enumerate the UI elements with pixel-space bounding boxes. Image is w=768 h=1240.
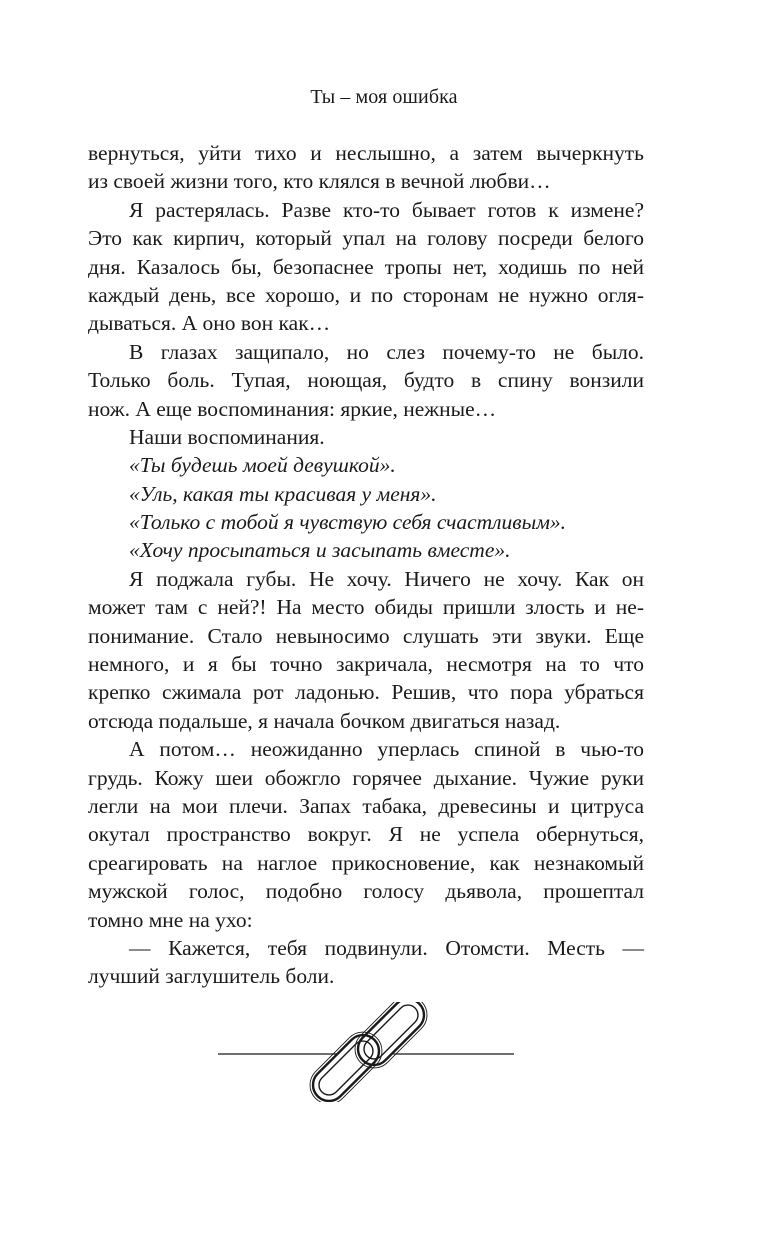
text-line: Только боль. Тупая, ноющая, будто в спину вонзили xyxy=(88,368,644,393)
text-line: немного, и я бы точно закричала, несмотря на то что xyxy=(88,652,644,677)
text-line: В глазах защипало, но слез почему-то не было. xyxy=(129,339,644,364)
text-line: лучший заглушитель боли. xyxy=(88,964,335,989)
text-line: Наши воспоминания. xyxy=(129,424,325,449)
text-line: вернуться, уйти тихо и неслышно, а затем вычеркнуть xyxy=(88,141,644,165)
text-line: Я поджала губы. Не хочу. Ничего не хочу. Как он xyxy=(129,566,644,591)
text-line: крепко сжимала рот ладонью. Решив, что пора убраться xyxy=(88,680,644,705)
text-line: Я растерялась. Разве кто-то бывает готов к измене? xyxy=(129,197,644,222)
text-line: из своей жизни того, кто клялся в вечной любви… xyxy=(88,169,551,194)
text-line: грудь. Кожу шеи обожгло горячее дыхание. Чужие руки xyxy=(88,765,644,790)
body-text xyxy=(88,139,644,991)
text-line: среагировать на наглое прикосновение, как незнакомый xyxy=(88,850,644,875)
text-line: нож. А еще воспоминания: яркие, нежные… xyxy=(88,396,497,421)
text-line: дываться. А оно вон как… xyxy=(88,311,331,336)
text-line: томно мне на ухо: xyxy=(88,907,253,932)
text-line: дня. Казалось бы, безопаснее тропы нет, ходишь по ней xyxy=(88,254,644,279)
italic-quote-line: «Только с тобой я чувствую себя счастливым». xyxy=(129,510,567,535)
chain-link-icon xyxy=(218,1002,514,1102)
running-title: Ты – моя ошибка xyxy=(310,86,458,108)
text-line: может там с ней?! На место обиды пришли злость и не- xyxy=(88,595,644,620)
text-line: легли на мои плечи. Запах табака, древесины и цитруса xyxy=(88,793,644,818)
text-line: Это как кирпич, который упал на голову посреди белого xyxy=(88,226,644,251)
text-line: — Кажется, тебя подвинули. Отомсти. Месть — xyxy=(129,935,644,960)
italic-quote-line: «Ты будешь моей девушкой». xyxy=(129,453,396,478)
text-line: каждый день, все хорошо, и по сторонам не нужно огля- xyxy=(88,282,644,307)
text-line: мужской голос, подобно голосу дьявола, прошептал xyxy=(88,879,644,904)
text-line: понимание. Стало невыносимо слушать эти звуки. Еще xyxy=(88,623,644,648)
italic-quote-line: «Хочу просыпаться и засыпать вместе». xyxy=(129,538,511,563)
italic-quote-line: «Уль, какая ты красивая у меня». xyxy=(129,481,437,506)
text-line: окутал пространство вокруг. Я не успела обернуться, xyxy=(88,822,644,847)
text-line: отсюда подальше, я начала бочком двигаться назад. xyxy=(88,708,561,733)
text-line: А потом… неожиданно уперлась спиной в чью-то xyxy=(129,737,644,762)
